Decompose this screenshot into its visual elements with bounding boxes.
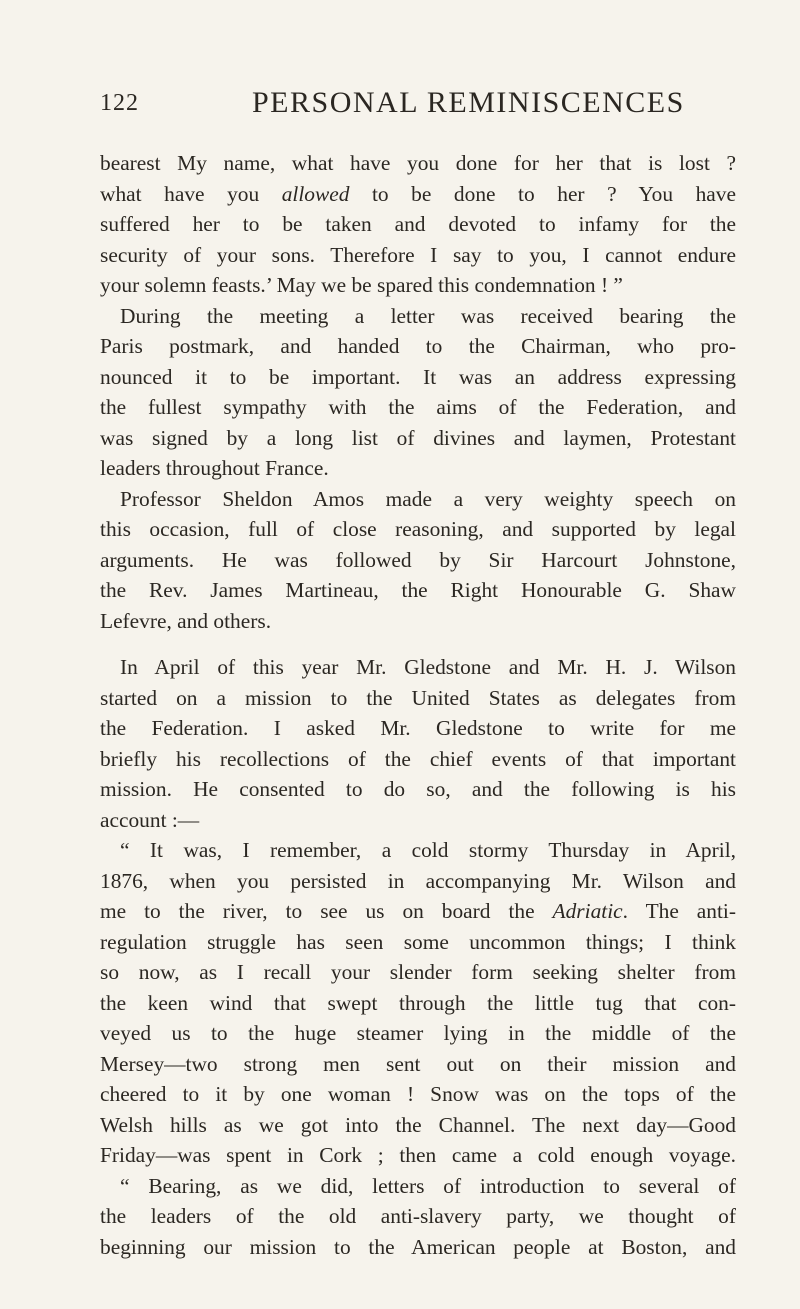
text-line: Lefevre, and others. — [100, 608, 272, 633]
text-line: the Federation. I asked Mr. Gledstone to write for me — [100, 716, 736, 740]
paragraph — [100, 148, 736, 301]
paragraph — [100, 835, 736, 1262]
text-line: beginning our mission to the American people at Boston, and — [100, 1234, 736, 1259]
text-line: security of your sons. Therefore I say to you, I cannot endure — [100, 242, 736, 267]
text-line: started on a mission to the United States as delegates from — [100, 685, 736, 710]
text-line: briefly his recollections of the chief events of that important — [100, 746, 736, 771]
text-line: bearest My name, what have you done for her that is lost ? — [100, 151, 736, 175]
text-line: what have you allowed to be done to her ? You have — [100, 181, 736, 206]
paragraph — [100, 652, 736, 835]
paragraph — [100, 484, 736, 637]
italic-word: allowed — [281, 181, 350, 206]
text-line: your solemn feasts.’ May we be spared this condemnation ! ” — [100, 273, 623, 297]
text-line: me to the river, to see us on board the Adriatic. The anti- — [100, 899, 736, 923]
text-line: Mersey—two strong men sent out on their mission and — [100, 1051, 736, 1076]
text-line: the leaders of the old anti-slavery party, we thought of — [100, 1204, 736, 1228]
body-text — [100, 148, 736, 1262]
text-line: the keen wind that swept through the little tug that con- — [100, 990, 736, 1015]
text-line: nounced it to be important. It was an address expressing — [100, 364, 736, 389]
text-line: the fullest sympathy with the aims of the Federation, and — [100, 395, 736, 419]
text-line: suffered her to be taken and devoted to infamy for the — [100, 212, 736, 236]
running-head: PERSONAL REMINISCENCES — [252, 86, 685, 119]
text-line: account :— — [100, 807, 200, 832]
text-line: arguments. He was followed by Sir Harcourt Johnstone, — [100, 547, 736, 572]
text-line: During the meeting a letter was received bearing the — [120, 303, 736, 328]
text-line: veyed us to the huge steamer lying in the middle of the — [100, 1021, 736, 1045]
text-line: 1876, when you persisted in accompanying Mr. Wilson and — [100, 868, 736, 893]
text-line: “ Bearing, as we did, letters of introduction to several of — [120, 1173, 736, 1198]
text-line: Paris postmark, and handed to the Chairman, who pro- — [100, 334, 736, 358]
text-line: Friday—was spent in Cork ; then came a cold enough voyage. — [100, 1143, 736, 1167]
text-line: the Rev. James Martineau, the Right Honourable G. Shaw — [100, 578, 736, 602]
text-line: was signed by a long list of divines and laymen, Protestant — [100, 425, 736, 450]
paragraph-gap — [100, 636, 736, 652]
page-header — [100, 86, 712, 126]
text-line: In April of this year Mr. Gledstone and Mr. H. J. Wilson — [120, 655, 736, 679]
text-line: mission. He consented to do so, and the following is his — [100, 777, 736, 801]
page-number: 122 — [100, 90, 139, 116]
paragraph — [100, 301, 736, 484]
text-line: regulation struggle has seen some uncommon things; I think — [100, 929, 736, 954]
text-line: Professor Sheldon Amos made a very weighty speech on — [120, 486, 736, 511]
text-line: cheered to it by one woman ! Snow was on the tops of the — [100, 1082, 736, 1106]
text-line: so now, as I recall your slender form seeking shelter from — [100, 960, 736, 984]
text-line: leaders throughout France. — [100, 456, 329, 480]
text-line: Welsh hills as we got into the Channel. The next day—Good — [100, 1112, 736, 1137]
italic-word: Adriatic — [552, 899, 623, 923]
text-line: “ It was, I remember, a cold stormy Thursday in April, — [120, 838, 736, 862]
text-line: this occasion, full of close reasoning, and supported by legal — [100, 517, 736, 541]
